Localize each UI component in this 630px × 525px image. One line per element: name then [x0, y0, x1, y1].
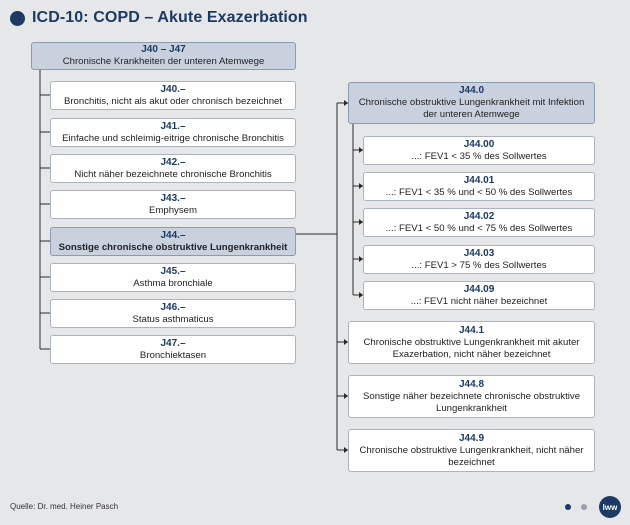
category-code: J42.–	[160, 156, 186, 168]
category-box-j47	[50, 335, 296, 364]
category-label: Sonstige chronische obstruktive Lungenkrankheit	[58, 241, 288, 253]
category-label: Chronische obstruktive Lungenkrankheit, nicht näher bezeichnet	[359, 444, 584, 468]
category-code: J43.–	[160, 192, 186, 204]
category-box-j44-02	[363, 208, 595, 237]
category-code: J44.02	[463, 210, 495, 222]
category-box-j45	[50, 263, 296, 292]
category-box-j44-9	[348, 429, 595, 472]
category-box-j41	[50, 118, 296, 147]
category-label: Sonstige näher bezeichnete chronische obstruktive Lungenkrankheit	[362, 390, 581, 414]
category-label: Chronische obstruktive Lungenkrankheit mit akuter Exazerbation, nicht näher bezeichnet	[363, 336, 580, 360]
category-box-j46	[50, 299, 296, 328]
category-box-j44-03	[363, 245, 595, 274]
category-label: Bronchiektasen	[139, 349, 207, 361]
category-code: J44.09	[463, 283, 495, 295]
category-label: ...: FEV1 < 50 % und < 75 % des Sollwertes	[385, 222, 573, 234]
category-code: J40.–	[160, 83, 186, 95]
category-label: Asthma bronchiale	[133, 277, 213, 289]
category-code: J45.–	[160, 265, 186, 277]
category-box-j44-1	[348, 321, 595, 364]
category-label: ...: FEV1 > 75 % des Sollwertes	[411, 259, 547, 271]
page-title: ICD-10: COPD – Akute Exazerbation	[32, 9, 308, 26]
category-code: J44.8	[458, 378, 485, 390]
lww-logo: lww	[599, 496, 621, 518]
category-code: J46.–	[160, 301, 186, 313]
category-box-j44-09	[363, 281, 595, 310]
category-box-j40	[50, 81, 296, 110]
category-label: ...: FEV1 < 35 % und < 50 % des Sollwertes	[385, 186, 573, 198]
category-label: Emphysem	[149, 204, 197, 216]
category-label: Bronchitis, nicht als akut oder chronisch bezeichnet	[63, 95, 283, 107]
category-code: J44.0	[458, 85, 485, 96]
category-code: J44.00	[463, 138, 495, 150]
category-box-j44-00	[363, 136, 595, 165]
category-box-j44-0	[348, 82, 595, 124]
category-code: J41.–	[160, 120, 186, 132]
category-label: Status asthmaticus	[132, 313, 214, 325]
category-box-j44	[50, 227, 296, 256]
category-box-j43	[50, 190, 296, 219]
category-code: J44.–	[160, 229, 186, 241]
source-note: Quelle: Dr. med. Heiner Pasch	[10, 502, 119, 511]
root-label: Chronische Krankheiten der unteren Atemwege	[62, 56, 265, 67]
category-label: Einfache und schleimig-eitrige chronische Bronchitis	[62, 132, 284, 144]
category-code: J44.01	[463, 174, 495, 186]
root-category-box	[31, 42, 296, 70]
category-label: Nicht näher bezeichnete chronische Bronchitis	[74, 168, 272, 180]
category-code: J44.03	[463, 247, 495, 259]
category-box-j44-01	[363, 172, 595, 201]
root-code: J40 – J47	[141, 44, 186, 55]
category-label: ...: FEV1 < 35 % des Sollwertes	[411, 150, 547, 162]
category-code: J47.–	[160, 337, 186, 349]
category-code: J44.1	[458, 324, 485, 336]
pager-dot-active-icon	[565, 504, 571, 510]
category-box-j44-8	[348, 375, 595, 418]
footer-pager	[565, 496, 621, 518]
category-box-j42	[50, 154, 296, 183]
category-label: ...: FEV1 nicht näher bezeichnet	[410, 295, 548, 307]
category-code: J44.9	[458, 432, 485, 444]
category-label: Chronische obstruktive Lungenkrankheit mit Infektion der unteren Atemwege	[358, 97, 585, 120]
pager-dot-icon	[581, 504, 587, 510]
